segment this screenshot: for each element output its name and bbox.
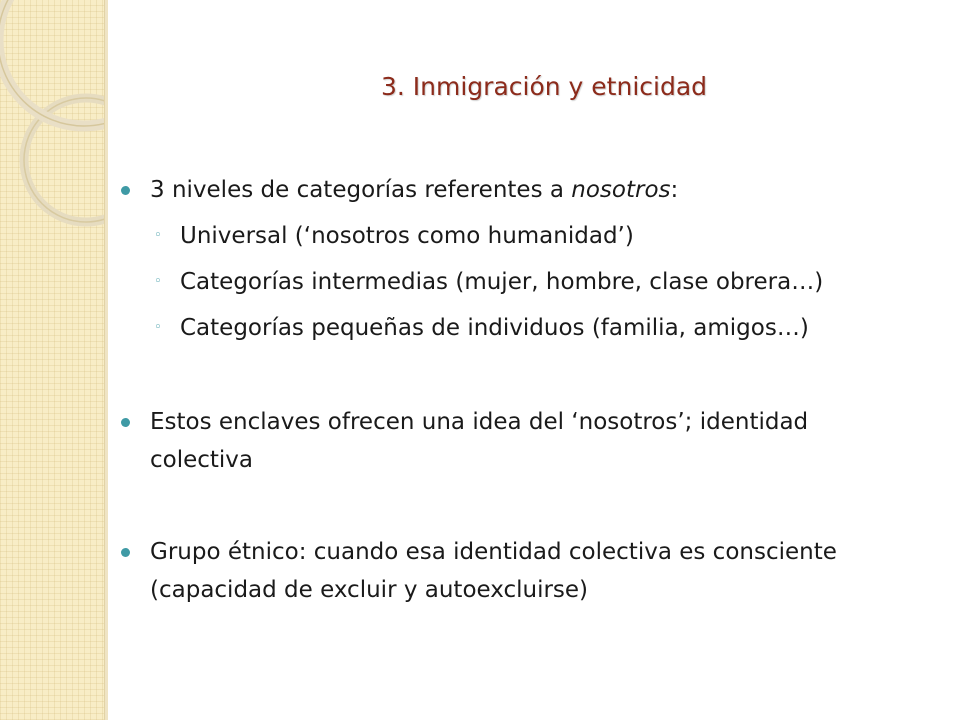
sub-bullet-marker: ◦ [154,320,162,335]
bullet-text-1: 3 niveles de categorías referentes a [150,177,572,203]
bullet-item-1 [150,171,910,209]
bullet-text-2: Estos enclaves ofrecen una idea del ‘nosotros’; identidad colectiva [150,409,809,473]
slide-title: 3. Inmigración y etnicidad [380,72,708,101]
bullet-text-1-suffix: : [670,177,679,203]
sub-bullet-item-2 [154,263,920,301]
sub-bullet-text-1: Universal (‘nosotros como humanidad’) [180,223,634,249]
decorative-rings-icon [0,0,104,300]
bullet-text-3: Grupo étnico: cuando esa identidad colectiva es consciente (capacidad de excluir y autoexcluirse) [150,539,837,603]
sub-bullet-item-1 [154,217,920,255]
side-panel-border [104,0,108,720]
bullet-marker [121,548,130,557]
bullet-text-1-emphasis: nosotros [571,177,671,203]
bullet-marker [121,186,130,195]
sub-bullet-text-3: Categorías pequeñas de individuos (familia, amigos…) [180,315,809,341]
sub-bullet-text-2: Categorías intermedias (mujer, hombre, clase obrera…) [180,269,824,295]
bullet-marker [121,418,130,427]
bullet-item-3 [150,533,910,609]
bullet-item-2 [150,403,910,479]
sub-bullet-item-3 [154,309,920,347]
sub-bullet-marker: ◦ [154,274,162,289]
sub-bullet-marker: ◦ [154,228,162,243]
